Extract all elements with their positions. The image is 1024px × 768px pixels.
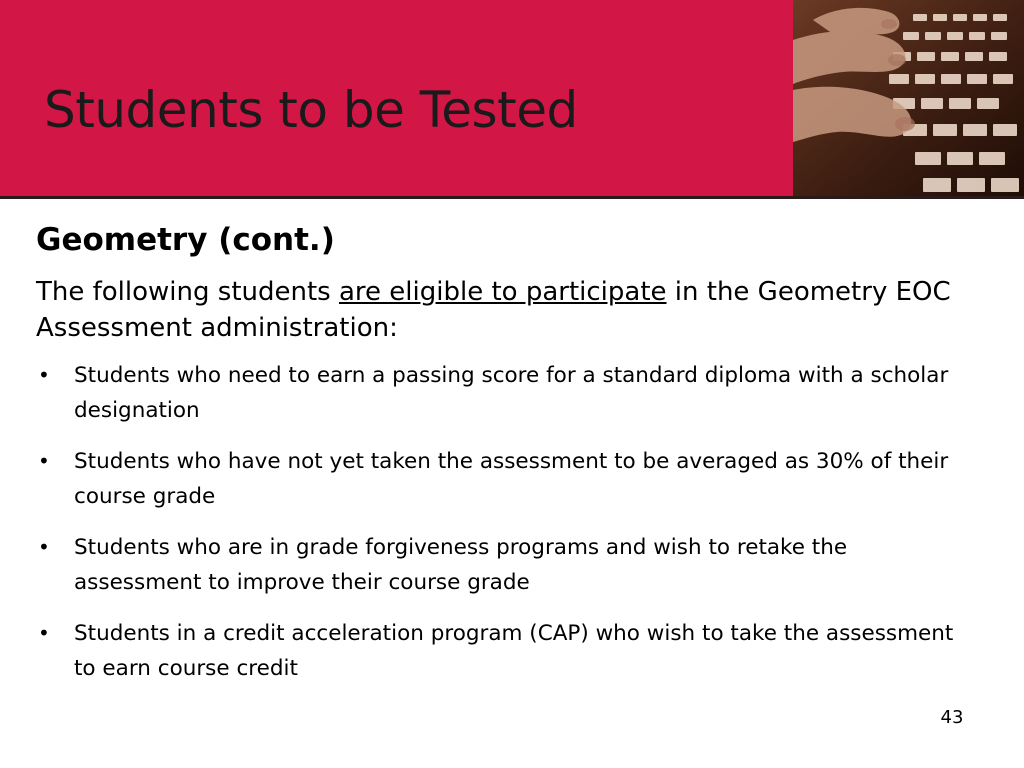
list-item [36, 616, 956, 686]
intro-paragraph [36, 274, 956, 346]
page-number: 43 [940, 707, 964, 728]
intro-emphasis: are eligible to participate [338, 277, 667, 307]
header-divider [0, 196, 1024, 199]
intro-text-after: in the Geometry EOC Assessment administration: [36, 277, 951, 343]
bullet-icon: • [38, 449, 50, 473]
list-item [36, 444, 956, 514]
list-item-text: Students who have not yet taken the assessment to be averaged as 30% of their course grade [74, 449, 949, 509]
bullet-icon: • [38, 535, 50, 559]
keyboard-typing-photo [793, 0, 1024, 197]
intro-text-before: The following students [36, 277, 339, 307]
slide-content [36, 218, 956, 702]
list-item [36, 358, 956, 428]
list-item-text: Students in a credit acceleration program (CAP) who wish to take the assessment to earn course credit [74, 621, 954, 681]
bullet-icon: • [38, 363, 50, 387]
list-item-text: Students who need to earn a passing score for a standard diploma with a scholar designation [74, 363, 949, 423]
slide-title: Students to be Tested [44, 81, 578, 139]
section-heading: Geometry (cont.) [36, 222, 335, 258]
list-item-text: Students who are in grade forgiveness programs and wish to retake the assessment to improve their course grade [74, 535, 848, 595]
eligibility-list [36, 358, 956, 686]
bullet-icon: • [38, 621, 50, 645]
list-item [36, 530, 956, 600]
